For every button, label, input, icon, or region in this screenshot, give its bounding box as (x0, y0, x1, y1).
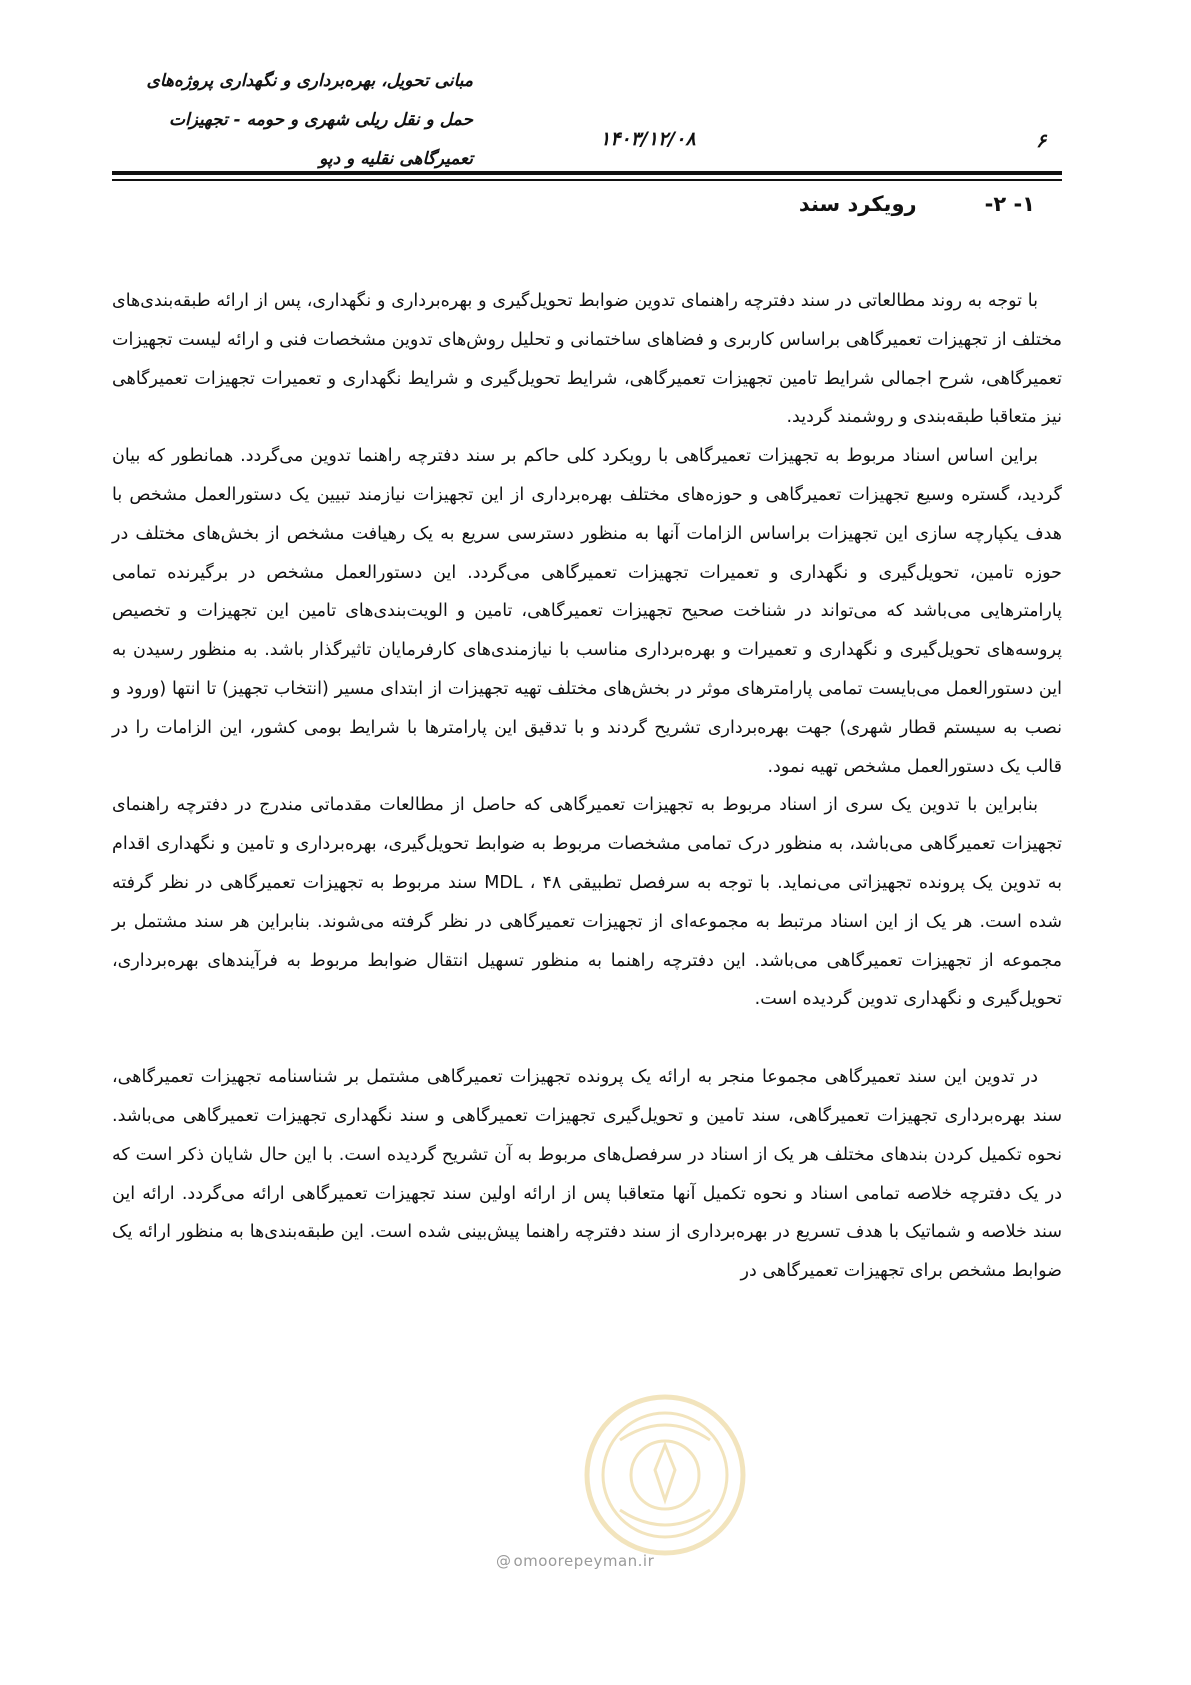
at-icon: @ (496, 1552, 512, 1570)
header-title-line: تعمیرگاهی نقلیه و دپو (319, 149, 473, 169)
header-rule-thick (112, 171, 1062, 175)
header-title-line: مبانی تحویل، بهره‌برداری و نگهداری پروژه‌های (146, 71, 473, 91)
header-title (113, 62, 473, 179)
section-heading (799, 192, 1035, 216)
body-paragraph: براین اساس اسناد مربوط به تجهیزات تعمیرگاهی با رویکرد کلی حاکم بر سند دفترچه راهنما تدوین می‌گردد. همانطور که بیان گردید، گستره وسیع تجهیزات تعمیرگاهی و حوزه‌های مختلف بهره‌برداری از این تجهیزات نیازمند تبیین یک دستورالعمل مشخص با هدف یکپارچه سازی این تجهیزات براساس الزامات آنها به منظور دسترسی سریع به یک رهیافت مشخص از بخش‌های مختلف در حوزه تامین، تحویل‌گیری و نگهداری و تعمیرات تجهیزات تعمیرگاهی می‌گردد. این دستورالعمل مشخص در برگیرنده تمامی پارامترهایی می‌باشد که می‌تواند در شناخت صحیح تجهیزات تعمیرگاهی، تامین و الویت‌بندی‌های تامین این تجهیزات و تخصیص پروسه‌های تحویل‌گیری و نگهداری و تعمیرات و بهره‌برداری مناسب با نیازمندی‌های کارفرمایان تاثیرگذار باشد. به منظور رسیدن به این دستورالعمل می‌بایست تمامی پارامترهای موثر در بخش‌های مختلف تهیه تجهیزات از ابتدای مسیر (انتخاب تجهیز) تا انتها (ورود و نصب به سیستم قطار شهری) جهت بهره‌برداری تشریح گردند و با تدقیق این پارامترها با شرایط بومی کشور، این الزامات را در قالب یک دستورالعمل مشخص تهیه نمود. (112, 446, 1062, 777)
header-title-line: حمل و نقل ریلی شهری و حومه - تجهیزات (168, 110, 473, 130)
document-body (112, 282, 1062, 1291)
section-number: ۱- ۲- (984, 192, 1035, 216)
header-rule-thin (112, 179, 1062, 181)
body-paragraph: بنابراین با تدوین یک سری از اسناد مربوط به تجهیزات تعمیرگاهی که حاصل از مطالعات مقدماتی مندرج در دفترچه راهنمای تجهیزات تعمیرگاهی می‌باشد، به منظور درک تمامی مشخصات مربوط به ضوابط تحویل‌گیری، بهره‌برداری و تامین و نگهداری اقدام به تدوین یک پرونده تجهیزاتی می‌نماید. با توجه به سرفصل تطبیقی MDL ، ۴۸ سند مربوط به تجهیزات تعمیرگاهی در نظر گرفته شده است. هر یک از این اسناد مرتبط به مجموعه‌ای از تجهیزات تعمیرگاهی در نظر گرفته می‌شوند. بنابراین هر سند مشتمل بر مجموعه از تجهیزات تعمیرگاهی می‌باشد. این دفترچه راهنما به منظور تسهیل انتقال ضوابط مربوط به فرآیندهای بهره‌برداری، تحویل‌گیری و نگهداری تدوین گردیده است. (112, 795, 1062, 1010)
header-date: ۱۴۰۳/۱۲/۰۸ (600, 128, 696, 150)
body-paragraph: در تدوین این سند تعمیرگاهی مجموعا منجر به ارائه یک پرونده تجهیزات تعمیرگاهی مشتمل بر شناسنامه تجهیزات تعمیرگاهی، سند بهره‌برداری تجهیزات تعمیرگاهی، سند تامین و تحویل‌گیری تجهیزات تعمیرگاهی و سند نگهداری تجهیزات تعمیرگاهی می‌باشد. نحوه تکمیل کردن بندهای مختلف هر یک از اسناد در سرفصل‌های مربوط به آن تشریح گردیده است. با این حال شایان ذکر است که در یک دفترچه خلاصه تمامی اسناد و نحوه تکمیل آنها متعاقبا پس از ارائه اولین سند تجهیزات تعمیرگاهی ارائه می‌گردد. ارائه این سند خلاصه و شماتیک با هدف تسریع در بهره‌برداری از سند دفترچه راهنما پیش‌بینی شده است. این طبقه‌بندی‌ها به منظور ارائه یک ضوابط مشخص برای تجهیزات تعمیرگاهی در (112, 1067, 1062, 1282)
watermark-url: @ omoorepeyman.ir (496, 1552, 655, 1570)
seal-watermark-icon (580, 1390, 750, 1560)
section-title: رویکرد سند (798, 192, 917, 216)
page-number: ۶ (1036, 130, 1047, 152)
body-paragraph: با توجه به روند مطالعاتی در سند دفترچه راهنمای تدوین ضوابط تحویل‌گیری و بهره‌برداری و نگهداری، پس از ارائه طبقه‌بندی‌های مختلف از تجهیزات تعمیرگاهی براساس کاربری و فضاهای ساختمانی و تحلیل روش‌های تدوین مشخصات فنی و ارائه لیست تجهیزات تعمیرگاهی، شرح اجمالی شرایط تامین تجهیزات تعمیرگاهی، شرایط تحویل‌گیری و شرایط نگهداری و تعمیرات تجهیزات تعمیرگاهی نیز متعاقبا طبقه‌بندی و روشمند گردید. (112, 291, 1062, 428)
page-header (0, 0, 1191, 185)
